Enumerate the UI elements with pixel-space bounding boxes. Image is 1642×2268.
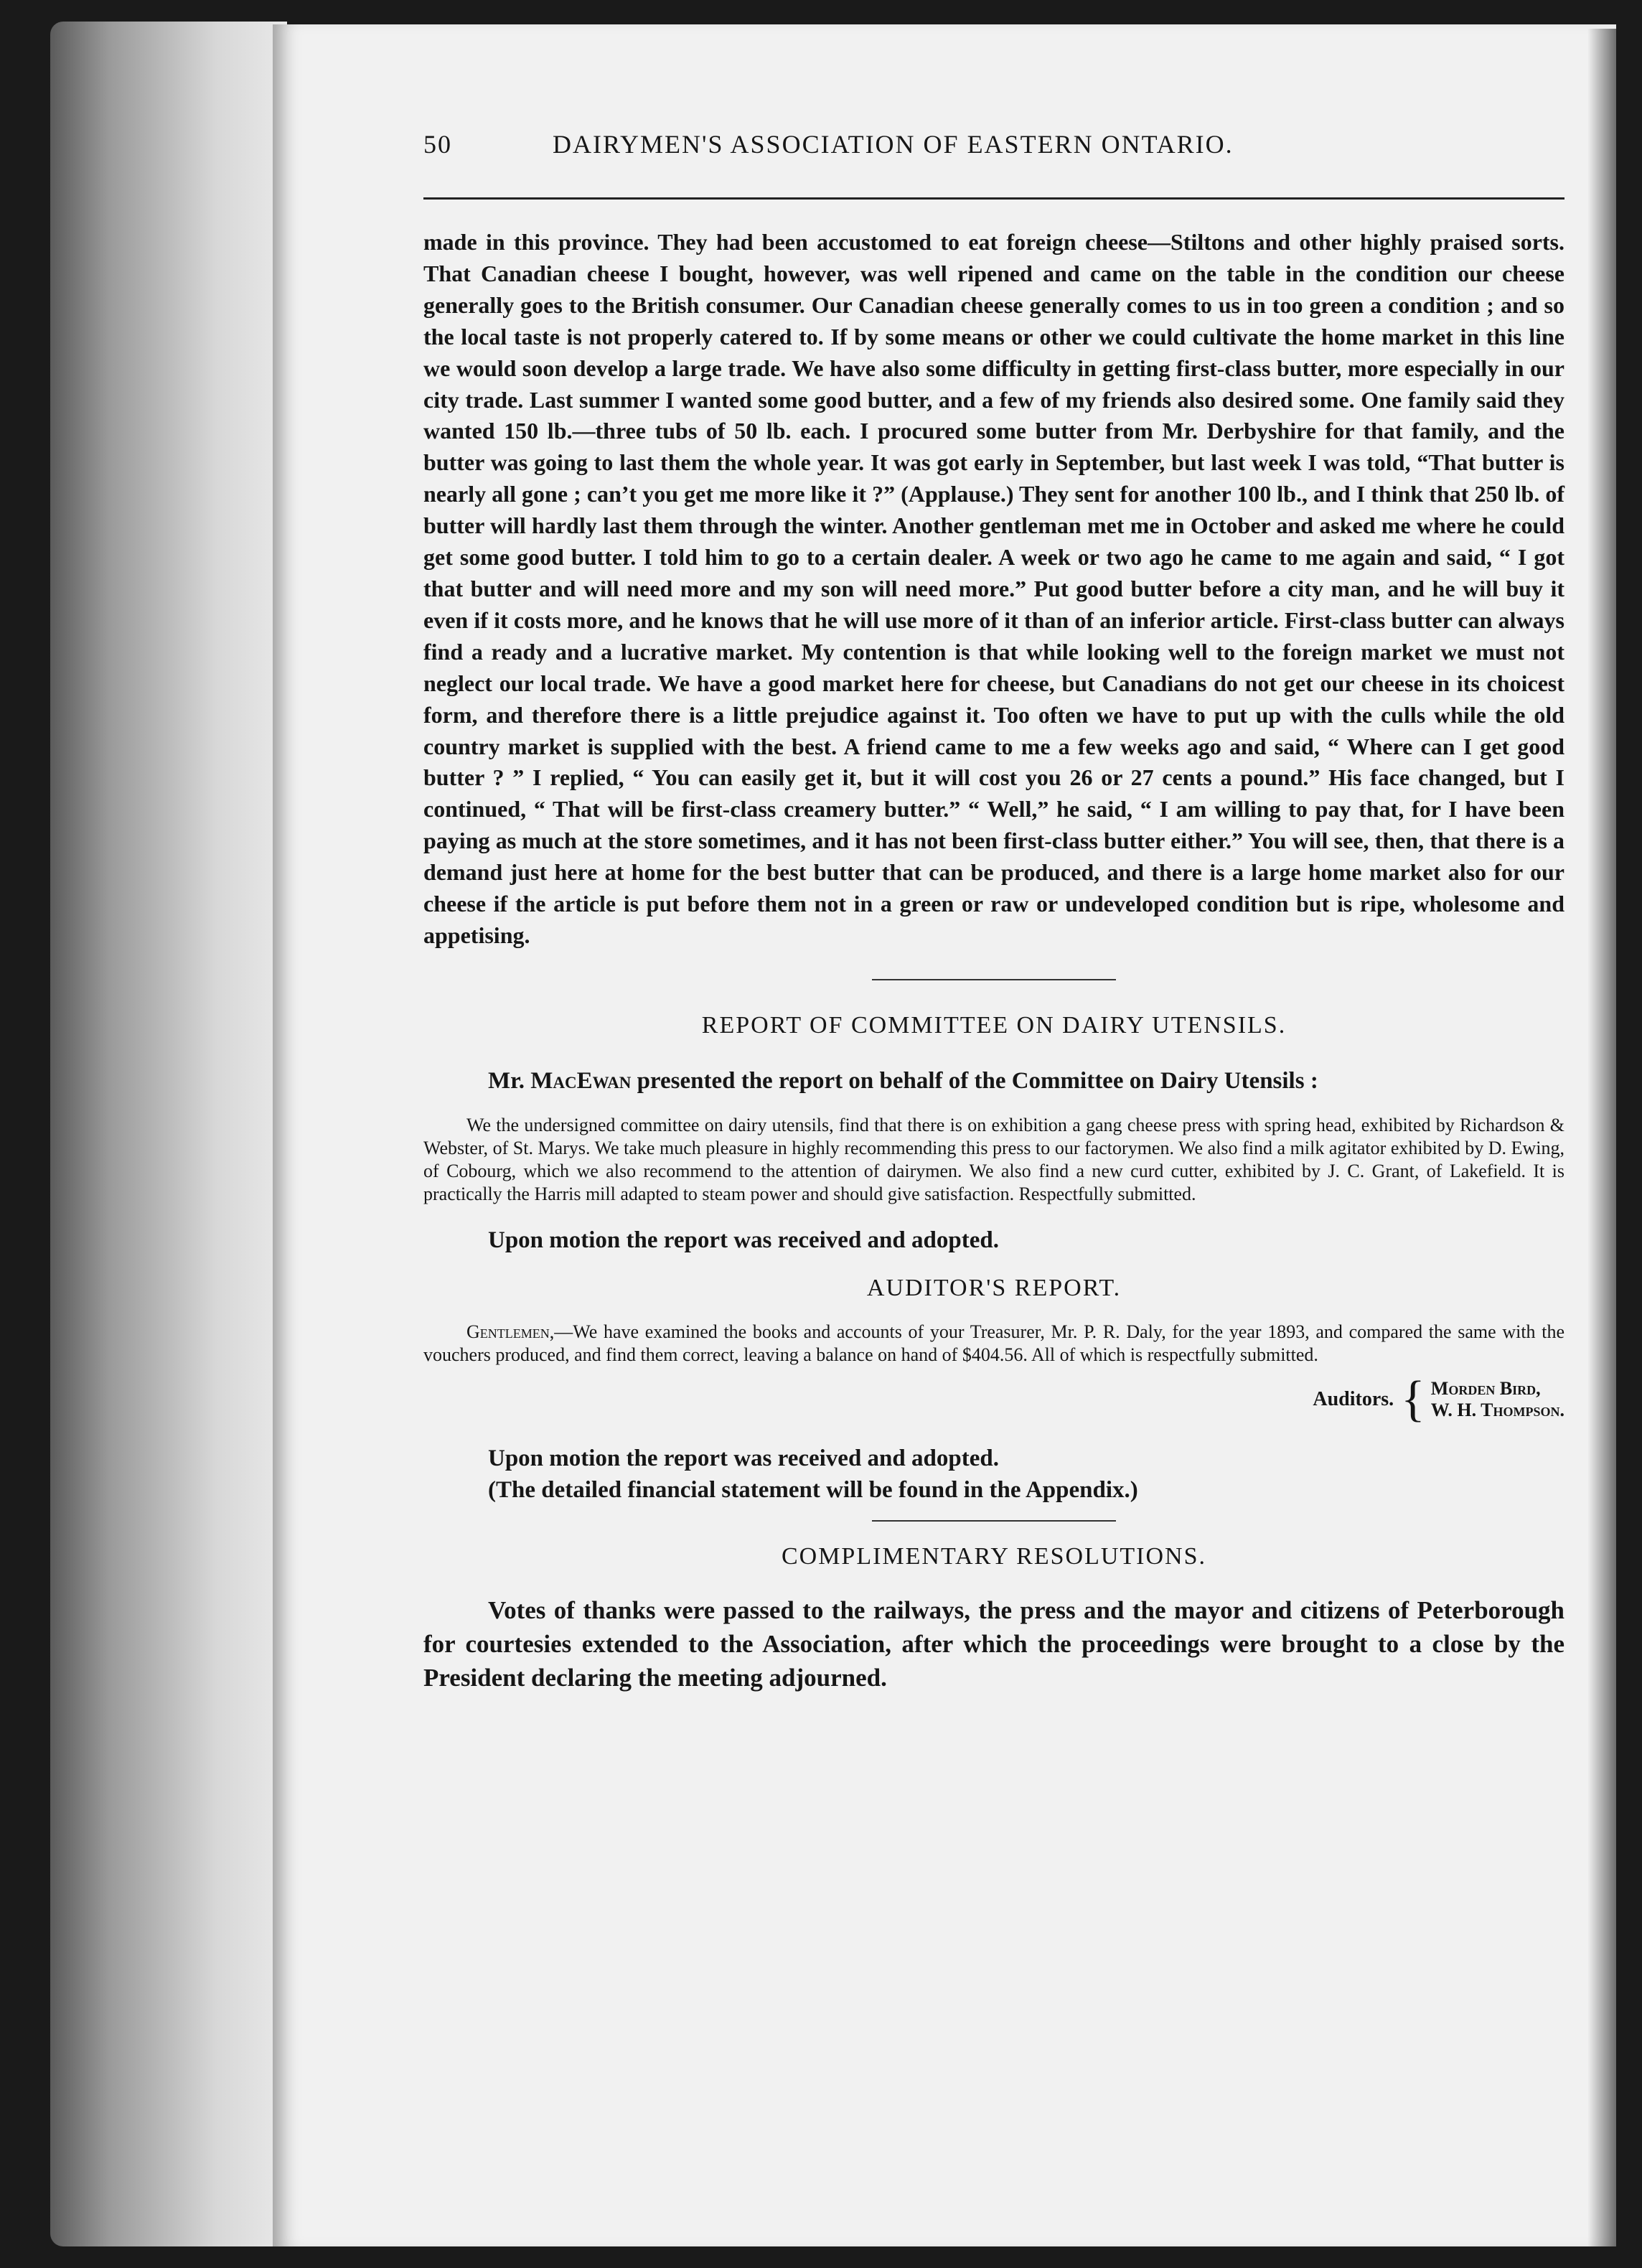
auditor-salutation: Gentlemen, [466,1321,555,1342]
resolutions-text: Votes of thanks were passed to the railways, the press and the mayor and citizens of Peterborough for courtesies extended to the Association, after which the proceedings were brought to a close by the President declaring the meeting adjourned. [423,1595,1564,1692]
auditor-motion: Upon motion the report was received and adopted. [488,1445,999,1471]
utensils-motion: Upon motion the report was received and adopted. [488,1227,999,1253]
page-number: 50 [423,130,452,159]
section-separator [872,1520,1116,1522]
speech-paragraph: made in this province. They had been accustomed to eat foreign cheese—Stiltons and other highly praised sorts. That Canadian cheese I bought, however, was well ripened and came on the table in the condition our cheese generally goes to the British consumer. Our Canadian cheese generally comes to us in too green a condition ; and so the local taste is not properly catered to. If by some means or other we could cultivate the home market in this line we would soon develop a large trade. We have also some difficulty in getting first-class butter, more especially in our city trade. Last summer I wanted some good butter, and a few of my friends also desired some. One family said they wanted 150 lb.—three tubs of 50 lb. each. I procured some butter from Mr. Derbyshire for that family, and the butter was going to last them the whole year. It was got early in September, but last week I was told, “That butter is nearly all gone ; can’t you get me more like it ?” (Applause.) They sent for another 100 lb., and I think that 250 lb. of butter will hardly last them through the winter. Another gentleman met me in October and asked me where he could get some good butter. I told him to go to a certain dealer. A week or two ago he came to me again and said, “ I got that butter and will need more and my son will need more.” Put good butter before a city man, and he will buy it even if it costs more, and he knows that he will use more of it than of an inferior article. First-class butter can always find a ready and a lucrative market. My contention is that while looking well to the foreign market we must not neglect our local trade. We have a good market here for cheese, but Canadians do not get our cheese in its choicest form, and therefore there is a little prejudice against it. Too often we have to put up with the culls while the old country market is supplied with the best. A friend came to me a few weeks ago and said, “ Where can I get good butter ? ” I replied, “ You can easily get it, but it will cost you 26 or 27 cents a pound.” His face changed, but I continued, “ That will be first-class creamery butter.” “ Well,” he said, “ I am willing to pay that, for I have been paying as much at the store sometimes, and it has not been first-class butter either.” You will see, then, that there is a demand just here at home for the best butter that can be produced, and there is a large home market also for our cheese if the article is put before them not in a green or raw or undeveloped condition but is ripe, wholesome and appetising. [423,229,1564,948]
intro-prefix: Mr. [488,1067,525,1094]
auditor-names [1431,1378,1564,1421]
auditor-heading: AUDITOR'S REPORT. [866,1274,1122,1301]
auditor-report-text: —We have examined the books and accounts of your Treasurer, Mr. P. R. Daly, for the year 1893, and compared the same with the vouchers produced, and find them correct, leaving a balance on hand of $404.56. All of which is respectfully submitted. [423,1321,1564,1365]
utensils-report: We the undersigned committee on dairy utensils, find that there is on exhibition a gang cheese press with spring head, exhibited by Richardson & Webster, of St. Marys. We take much pleasure in highly recommending this press to our factorymen. We also find a milk agitator exhibited by D. Ewing, of Cobourg, which we also recommend to the attention of dairymen. We also find a new curd cutter, exhibited by J. C. Grant, of Lakefield. It is practically the Harris mill adapted to steam power and should give satisfaction. Respectfully submitted. [423,1114,1564,1204]
intro-name: MacEwan [530,1067,632,1094]
resolutions-heading: COMPLIMENTARY RESOLUTIONS. [781,1542,1207,1570]
auditor-name-1: Morden Bird, [1430,1377,1541,1399]
running-header [423,129,1428,159]
utensils-intro [423,1065,1564,1097]
section-separator [872,979,1116,980]
auditor-report [423,1321,1564,1367]
utensils-heading: REPORT OF COMMITTEE ON DAIRY UTENSILS. [701,1011,1287,1039]
book-edge [50,22,287,2246]
page-shadow [1587,29,1616,2246]
intro-rest: presented the report on behalf of the Committee on Dairy Utensils : [637,1067,1318,1094]
signature-label: Auditors. [1313,1387,1394,1410]
header-rule [423,197,1564,200]
auditor-signature [423,1371,1564,1427]
page-content [423,227,1564,1695]
brace-icon: { [1401,1371,1425,1427]
running-head: DAIRYMEN'S ASSOCIATION OF EASTERN ONTARIO. [553,130,1234,159]
appendix-note: (The detailed financial statement will be found in the Appendix.) [488,1476,1138,1503]
auditor-name-2: W. H. Thompson. [1430,1399,1564,1420]
